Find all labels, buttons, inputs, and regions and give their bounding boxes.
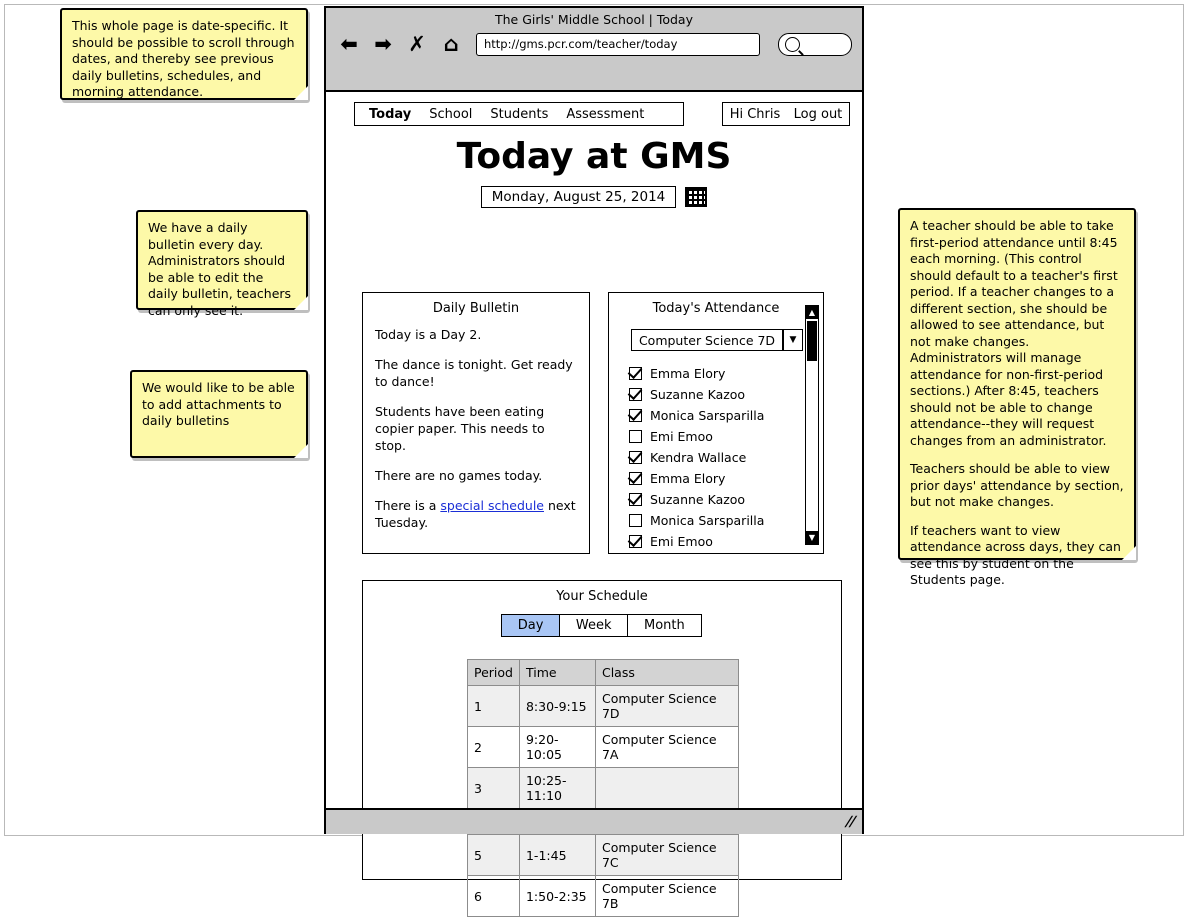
table-row[interactable] <box>468 835 739 876</box>
close-icon[interactable]: ✗ <box>408 31 426 56</box>
page-title: Today at GMS <box>456 136 732 177</box>
schedule-table <box>467 659 739 917</box>
attendance-row[interactable] <box>629 510 797 531</box>
nav-item-students[interactable]: Students <box>490 106 549 122</box>
column-header-period: Period <box>468 660 520 686</box>
student-name: Emi Emoo <box>650 429 713 444</box>
note-text: We have a daily bulletin every day. Administrators should be able to edit the daily bulletin, teachers can only see it. <box>148 220 296 318</box>
attendance-checkbox[interactable] <box>629 451 642 464</box>
attendance-panel <box>608 292 824 554</box>
scrollbar-thumb[interactable] <box>807 321 817 361</box>
cell-time: 8:30-9:15 <box>519 686 595 727</box>
attendance-checkbox[interactable] <box>629 514 642 527</box>
date-selector <box>326 186 862 208</box>
daily-bulletin-title: Daily Bulletin <box>432 301 520 316</box>
attendance-list <box>629 363 797 552</box>
back-arrow-icon[interactable]: ⬅ <box>340 31 358 56</box>
note-text: If teachers want to view attendance across days, they can see this by student on the Students page. <box>910 522 1125 587</box>
attendance-row[interactable] <box>629 384 797 405</box>
attendance-row[interactable] <box>629 363 797 384</box>
note-attachments <box>130 370 308 458</box>
schedule-view-month[interactable]: Month <box>627 614 702 637</box>
cell-period: 1 <box>468 686 520 727</box>
daily-bulletin-panel <box>362 292 590 554</box>
table-row[interactable] <box>468 727 739 768</box>
bulletin-closing <box>375 497 577 531</box>
browser-chrome <box>326 8 862 92</box>
section-select[interactable]: Computer Science 7D <box>631 329 783 351</box>
search-box[interactable] <box>778 33 852 56</box>
note-text: A teacher should be able to take first-period attendance until 8:45 each morning. (This control should default to a teacher's first period. If a teacher changes to a different section, she should be allowed to see attendance, but not make changes. Administrators will manage attendance for non-first-period sections.) After 8:45, teachers should not be able to change attendance--they will request changes from an administrator. <box>910 218 1122 448</box>
cell-period: 3 <box>468 768 520 809</box>
schedule-title: Your Schedule <box>556 589 648 604</box>
schedule-view-week[interactable]: Week <box>559 614 629 637</box>
main-nav <box>354 102 684 126</box>
attendance-row[interactable] <box>629 531 797 552</box>
closing-suffix: next Tuesday. <box>375 498 576 530</box>
attendance-title: Today's Attendance <box>652 301 780 316</box>
note-daily-bulletin <box>136 210 308 318</box>
attendance-scrollbar[interactable] <box>805 305 819 545</box>
resize-handle-icon[interactable]: // <box>843 814 857 830</box>
triangle-down-icon[interactable]: ▼ <box>806 531 818 544</box>
cell-time: 1:50-2:35 <box>519 876 595 917</box>
date-value[interactable]: Monday, August 25, 2014 <box>481 186 677 208</box>
note-text: This whole page is date-specific. It should be possible to scroll through dates, and thereby see previous daily bulletins, schedules, and morning attendance. <box>72 18 299 99</box>
attendance-checkbox[interactable] <box>629 388 642 401</box>
browser-window <box>324 6 864 911</box>
note-attendance-rules <box>898 208 1136 587</box>
student-name: Suzanne Kazoo <box>650 387 746 402</box>
cell-period: 2 <box>468 727 520 768</box>
cell-period: 5 <box>468 835 520 876</box>
note-text: We would like to be able to add attachments to daily bulletins <box>142 380 299 428</box>
daily-bulletin-body <box>363 316 589 531</box>
attendance-checkbox[interactable] <box>629 430 642 443</box>
home-icon[interactable]: ⌂ <box>443 31 459 56</box>
attendance-row[interactable] <box>629 405 797 426</box>
note-fold-icon <box>294 444 308 458</box>
student-name: Suzanne Kazoo <box>650 492 746 507</box>
column-header-class: Class <box>595 660 738 686</box>
cell-time: 9:20-10:05 <box>519 727 595 768</box>
browser-toolbar <box>326 27 862 57</box>
attendance-checkbox[interactable] <box>629 535 642 548</box>
attendance-row[interactable] <box>629 426 797 447</box>
student-name: Monica Sarsparilla <box>650 513 765 528</box>
bulletin-paragraph: Today is a Day 2. <box>375 327 482 342</box>
logout-link[interactable]: Log out <box>793 106 843 122</box>
chevron-down-icon[interactable]: ▼ <box>783 329 803 351</box>
nav-item-assessment[interactable]: Assessment <box>566 106 645 122</box>
student-name: Emma Elory <box>650 471 726 486</box>
cell-class: Computer Science 7D <box>595 686 738 727</box>
table-row[interactable] <box>468 876 739 917</box>
student-name: Emi Emoo <box>650 534 713 549</box>
cell-class: Computer Science 7C <box>595 835 738 876</box>
calendar-icon[interactable] <box>685 187 707 207</box>
triangle-up-icon[interactable]: ▲ <box>806 306 818 319</box>
table-row[interactable] <box>468 768 739 809</box>
note-fold-icon <box>294 86 308 100</box>
attendance-checkbox[interactable] <box>629 472 642 485</box>
schedule-view-day[interactable]: Day <box>501 614 561 637</box>
note-fold-icon <box>294 296 308 310</box>
forward-arrow-icon[interactable]: ➡ <box>374 31 392 56</box>
column-header-time: Time <box>519 660 595 686</box>
attendance-checkbox[interactable] <box>629 409 642 422</box>
student-name: Monica Sarsparilla <box>650 408 765 423</box>
note-scroll-dates <box>60 8 308 100</box>
note-fold-icon <box>1122 546 1136 560</box>
cell-class: Computer Science 7B <box>595 876 738 917</box>
attendance-checkbox[interactable] <box>629 493 642 506</box>
special-schedule-link[interactable]: special schedule <box>440 498 544 513</box>
browser-statusbar <box>326 808 862 834</box>
cell-period: 6 <box>468 876 520 917</box>
window-title: The Girls' Middle School | Today <box>495 12 693 27</box>
bulletin-paragraph: The dance is tonight. Get ready to dance! <box>375 357 573 389</box>
url-text: http://gms.pcr.com/teacher/today <box>484 37 678 51</box>
cell-time: 10:25-11:10 <box>519 768 595 809</box>
table-row[interactable] <box>468 686 739 727</box>
user-nav <box>722 102 850 126</box>
bulletin-paragraph: There are no games today. <box>375 468 543 483</box>
address-bar[interactable] <box>476 33 760 56</box>
cell-class <box>595 768 738 809</box>
student-name: Emma Elory <box>650 366 726 381</box>
table-header-row <box>468 660 739 686</box>
nav-item-today[interactable]: Today <box>369 106 412 122</box>
attendance-row[interactable] <box>629 489 797 510</box>
student-name: Kendra Wallace <box>650 450 747 465</box>
page-content <box>326 92 862 911</box>
attendance-checkbox[interactable] <box>629 367 642 380</box>
cell-time: 1-1:45 <box>519 835 595 876</box>
nav-item-school[interactable]: School <box>429 106 473 122</box>
attendance-row[interactable] <box>629 468 797 489</box>
user-greeting: Hi Chris <box>729 106 781 122</box>
search-icon <box>785 37 800 52</box>
bulletin-paragraph: Students have been eating copier paper. This needs to stop. <box>375 404 545 453</box>
attendance-row[interactable] <box>629 447 797 468</box>
schedule-view-toggle <box>363 614 841 637</box>
cell-class: Computer Science 7A <box>595 727 738 768</box>
closing-prefix: There is a <box>375 498 441 513</box>
note-text: Teachers should be able to view prior days' attendance by section, but not make changes. <box>910 461 1128 509</box>
schedule-panel <box>362 580 842 911</box>
